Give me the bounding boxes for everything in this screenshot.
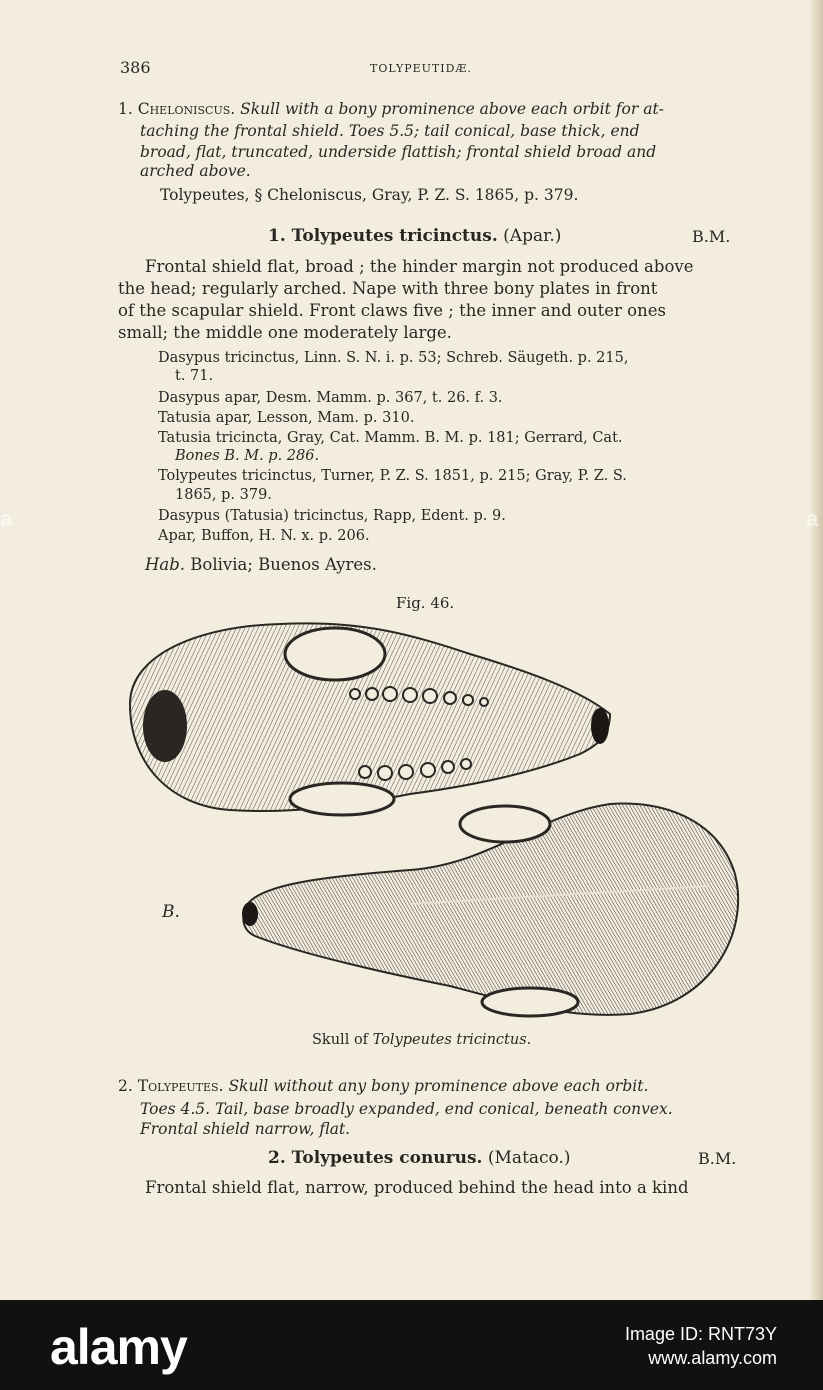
habitat-value: Bolivia; Buenos Ayres. [190,555,377,574]
genus1-name: Cheloniscus. [137,100,236,118]
species1-common-name: (Apar.) [503,226,562,246]
genus2-heading [118,1077,648,1095]
synonym-line-7: Tolypeutes tricinctus, Turner, P. Z. S. 1851, p. 215; Gray, P. Z. S. [158,468,627,484]
figure-caption [312,1032,531,1048]
genus2-desc-line-2: Toes 4.5. Tail, base broadly expanded, end conical, beneath convex. [140,1100,673,1118]
species1-title: 1. Tolypeutes tricinctus. [268,226,498,246]
genus2-desc-line-1: Skull without any bony prominence above each orbit. [228,1077,649,1095]
synonym-line-1: Dasypus tricinctus, Linn. S. N. i. p. 53; Schreb. Säugeth. p. 215, [158,350,629,366]
species2-desc-line-1: Frontal shield flat, narrow, produced behind the head into a kind [145,1178,689,1197]
figure-caption-species: Tolypeutes tricinctus. [372,1032,532,1048]
watermark-right: a [806,506,819,531]
synonym-line-9: Dasypus (Tatusia) tricinctus, Rapp, Edent. p. 9. [158,508,506,524]
figure-caption-prefix: Skull of [312,1032,373,1048]
species2-heading [268,1148,571,1168]
figure-label: Fig. 46. [396,594,455,612]
species1-desc-line-2: the head; regularly arched. Nape with three bony plates in front [118,279,658,298]
species2-museum: B.M. [698,1149,737,1168]
image-id: Image ID: RNT73Y [624,1324,777,1344]
species1-desc-line-4: small; the middle one moderately large. [118,323,452,342]
synonym-line-2: t. 71. [175,368,214,384]
species1-habitat [145,555,377,574]
running-title: TOLYPEUTIDÆ. [370,62,472,75]
lower-skull [242,804,738,1016]
genus1-desc-line-1: Skull with a bony prominence above each orbit for at- [240,100,664,118]
genus1-desc-line-3: broad, flat, truncated, underside flattish; frontal shield broad and [140,143,657,161]
genus1-number: 1. [118,100,133,118]
genus2-desc-line-3: Frontal shield narrow, flat. [140,1120,351,1138]
synonym-line-5: Tatusia tricincta, Gray, Cat. Mamm. B. M. p. 181; Gerrard, Cat. [158,430,623,446]
page-number: 386 [120,58,151,77]
stock-info [625,1322,777,1370]
synonym-line-10: Apar, Buffon, H. N. x. p. 206. [158,528,370,544]
watermark-left: a [0,506,13,531]
synonym-line-8: 1865, p. 379. [175,487,272,503]
synonym-line-6: Bones B. M. p. 286. [175,448,320,464]
page-edge [809,0,823,1300]
genus1-desc-line-2: taching the frontal shield. Toes 5.5; tail conical, base thick, end [140,122,640,140]
upper-skull [130,623,610,815]
engraver-mark: B. [162,902,180,922]
species1-desc-line-3: of the scapular shield. Front claws five ; the inner and outer ones [118,301,666,320]
synonym-line-3: Dasypus apar, Desm. Mamm. p. 367, t. 26. f. 3. [158,390,503,406]
skull-illustration [110,614,750,1026]
species1-desc-line-1: Frontal shield flat, broad ; the hinder margin not produced above [145,257,694,276]
genus2-number: 2. [118,1077,133,1095]
species1-museum: B.M. [692,227,731,246]
species2-common-name: (Mataco.) [487,1148,571,1168]
alamy-logo: alamy [50,1319,187,1375]
genus1-heading [118,100,664,118]
species1-heading [268,226,561,246]
site-url: www.alamy.com [648,1348,777,1368]
genus2-name: Tolypeutes. [137,1077,224,1095]
habitat-label: Hab. [145,555,186,574]
synonym-line-4: Tatusia apar, Lesson, Mam. p. 310. [158,410,415,426]
genus1-desc-line-4: arched above. [140,162,251,180]
species2-title: 2. Tolypeutes conurus. [268,1148,483,1168]
genus1-reference: Tolypeutes, § Cheloniscus, Gray, P. Z. S. 1865, p. 379. [160,186,579,204]
